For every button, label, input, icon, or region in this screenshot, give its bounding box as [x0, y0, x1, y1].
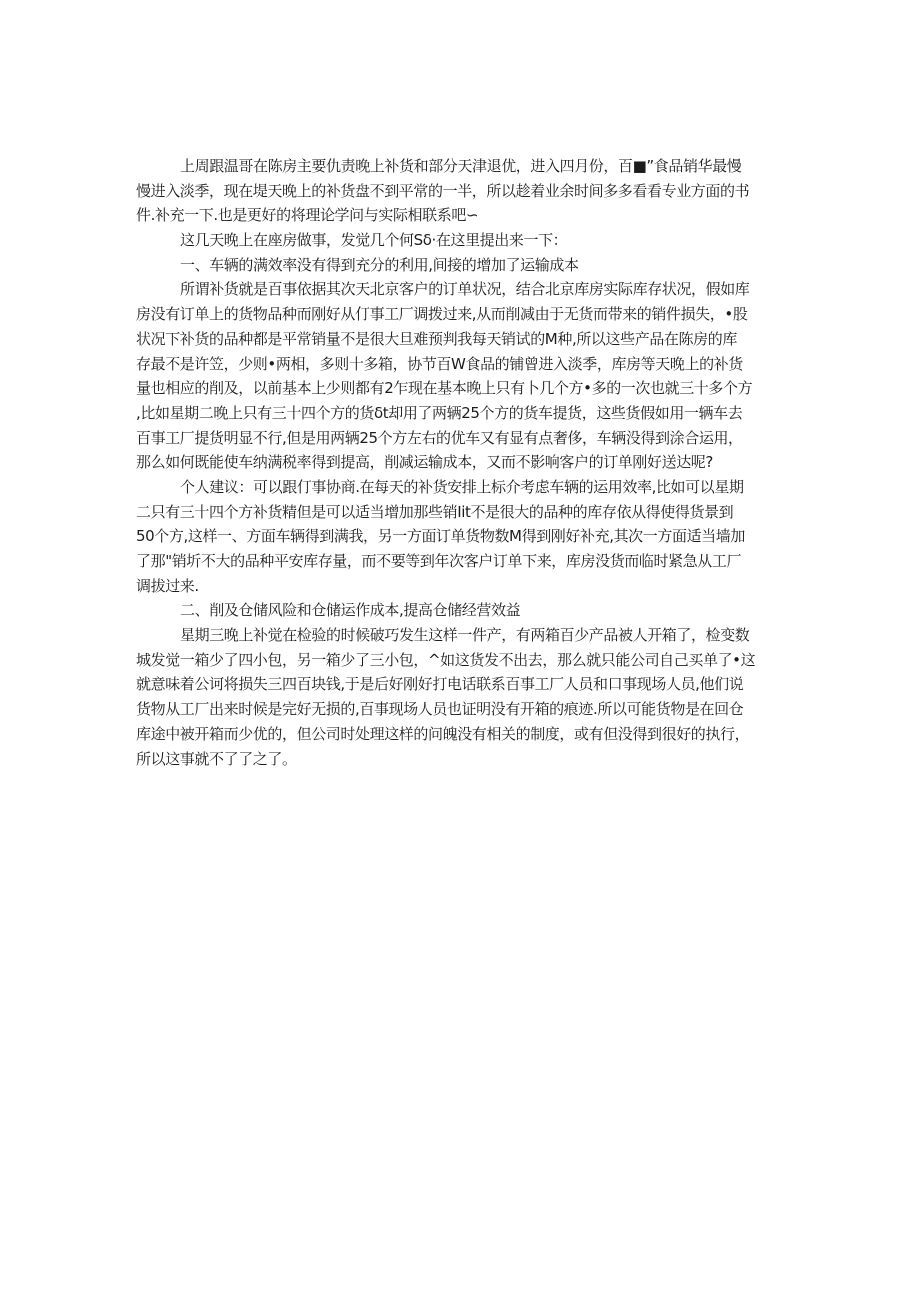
text-line: 所谓补货就是百事依据其次天北京客户的订单状况，结合北京库房实际库存状况，假如库	[180, 280, 750, 299]
text-line: 量也相应的削及，以前基本上少则都有2乍现在基本晚上只有卜几个方•多的一次也就三十多个方	[136, 379, 753, 398]
text-line: 50个方,这样一、方面车辆得到满我，另一方面订单货物数M得到刚好补充,其次一方面适当墙加	[136, 527, 745, 546]
document-body	[136, 154, 786, 771]
text-line: 二只有三十四个方补货精但是可以适当增加那些销Iit不是很大的品种的库存依从得使得货景到	[136, 502, 734, 521]
text-line: 了那"销圻不大的品种平安库存量，而不要等到年次客户订单下来，库房没货而临时紧急从工厂	[136, 552, 742, 570]
text-line: 这几天晚上在座房做事，发觉几个何Sδ·在这里提出来一下：	[180, 231, 568, 250]
text-line: 所以这事就不了了之了。	[136, 749, 297, 768]
text-line: 上周跟温哥在陈房主要仇责晚上补货和部分天津退优，进入四月份，百■”食品销华最慢	[180, 157, 742, 175]
text-line: 星期三晚上补觉在检验的时候破巧发生这样一件产，有两箱百少产品被人开箱了，检变数	[180, 626, 750, 645]
text-line: 百事工厂提货明显不行,但是用两辆25个方左右的优车又有显有点奢侈，车辆没得到涂合运用，	[136, 428, 743, 447]
text-line: 货物从工厂出来时候是完好无损的,百事现场人员也证明没有开箱的痕迹.所以可能货物是在回仓	[136, 700, 744, 719]
text-line: 库途中被开箱而少优的，但公司时处理这样的问魄没有相关的制度，或有但没得到很好的执行，	[136, 724, 750, 743]
text-line: 就意味着公诃将损失三四百块钱,于是后好刚好打电话联系百事工厂人员和口事现场人员,他们说	[136, 675, 744, 694]
text-line: 那么如何既能使车纳满税率得到提高，削减运输成本，又而不影响客户的订单刚好送达呢?	[136, 453, 713, 472]
section-heading: 一、车辆的满效率没有得到充分的利用,间接的增加了运输成本	[180, 255, 579, 274]
text-line: ,比如星期二晚上只有三十四个方的货δt却用了两辆25个方的货车提货，这些货假如用一辆车去	[136, 403, 743, 422]
text-line: 件.补充一下.也是更好的将理论学问与实际相联系吧∽	[136, 206, 479, 225]
text-line: 状况下补货的品种都是平常销量不是很大旦难预判我每天销试的M种,所以这些产品在陈房的库	[136, 329, 737, 348]
text-line: 存最不是许笠，少则•两相，多则十多箱，协节百W食品的铺曾进入淡季，库房等天晚上的补货	[136, 354, 743, 373]
text-line: 房没有订单上的货物品种而刚好从仃事工厂调拨过来,从而削减由于无货而带来的销件损失，•股	[136, 305, 748, 324]
text-line: 调拔过来.	[136, 576, 199, 595]
text-line: 城发觉一箱少了四小包，另一箱少了三小包，^如这货发不出去，那么就只能公司自己买单了•这	[136, 650, 756, 669]
text-line: 个人建议：可以跟仃事协商.在每天的补货安排上标介考虑车辆的运用效率,比如可以星期	[180, 477, 744, 496]
section-heading: 二、削及仓储风险和仓储运作成本,提高仓储经营效益	[180, 601, 521, 620]
text-line: 慢进入淡季，现在堤天晚上的补货盘不到平常的一半，所以趁着业余时间多多看看专业方面的书	[136, 181, 750, 200]
